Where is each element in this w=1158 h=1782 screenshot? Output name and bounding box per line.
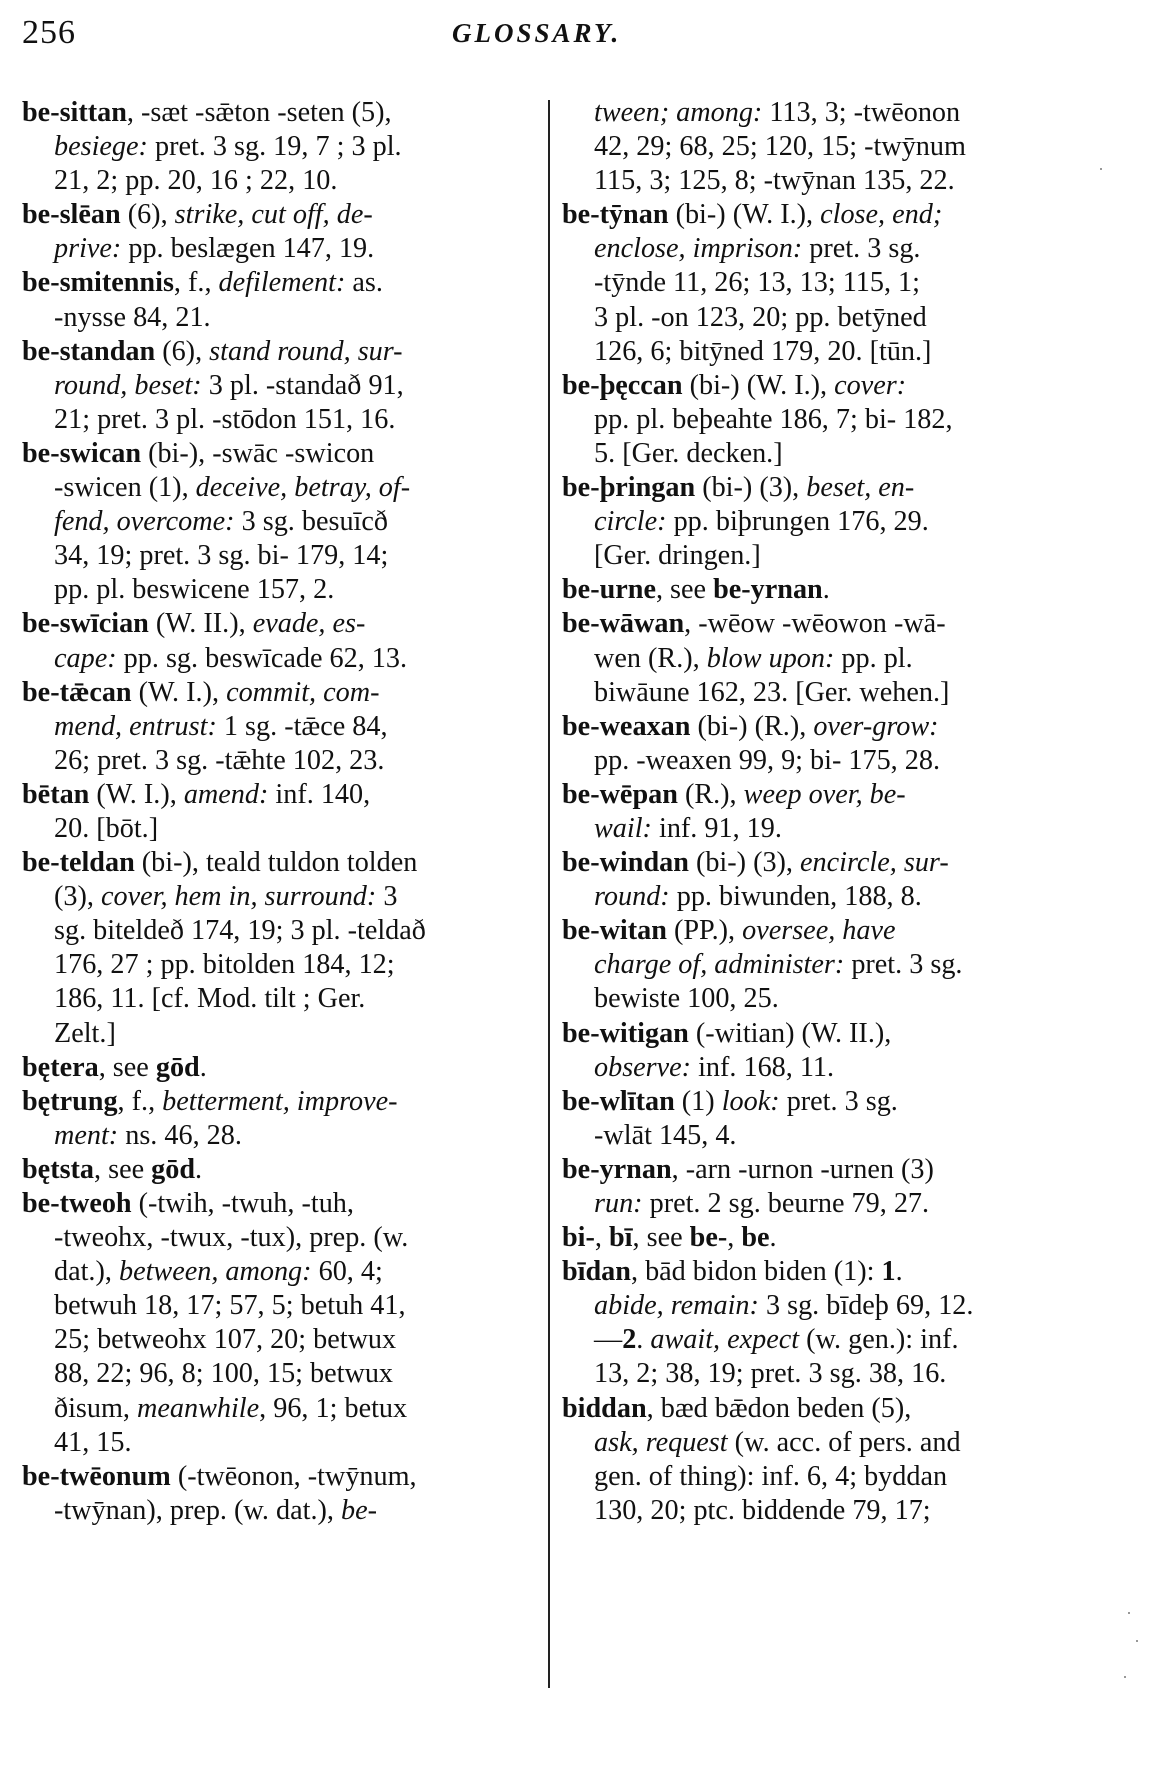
paper-speck (1100, 168, 1102, 170)
headword: be-yrnan (713, 574, 823, 606)
definition-text: oversee, have (742, 915, 896, 947)
headword: be- (689, 1222, 728, 1254)
entry-text: 20. [bōt.] (54, 812, 159, 844)
entry-text: pret. 3 sg. (802, 233, 921, 265)
entry-text: , 96, 1; betux (259, 1392, 408, 1424)
headword: bętrung (22, 1085, 118, 1117)
entry-headline (562, 1221, 1082, 1255)
entry-continuation-line (22, 948, 542, 982)
entry-text: (PP.), (666, 915, 743, 947)
entry-text: (R.), (677, 778, 744, 810)
entry-text: , see (98, 1051, 156, 1083)
headword: be-standan (22, 335, 156, 367)
definition-text: tween; among: (594, 97, 763, 128)
headword: be-teldan (22, 847, 135, 879)
headword: gōd (155, 1051, 200, 1083)
entry-continuation-line (562, 335, 1082, 369)
headword: be-twēonum (22, 1460, 171, 1492)
entry-continuation-line (22, 1494, 542, 1528)
headword: be-smitennis (22, 267, 174, 299)
entry-text: , bæd bǣdon beden (5), (646, 1392, 912, 1424)
definition-text: beset, en- (806, 472, 915, 504)
entry-continuation-line (22, 232, 542, 266)
entry-headline (562, 607, 1082, 641)
definition-text: round: (594, 881, 670, 913)
entry-continuation-line (22, 164, 542, 198)
definition-text: mend, entrust: (54, 710, 217, 742)
entry-continuation-line (22, 573, 542, 607)
entry-text: 126, 6; bitȳned 179, 20. [tūn.] (594, 335, 932, 367)
definition-text: ask, request (594, 1426, 728, 1458)
headword: bīdan (562, 1256, 631, 1288)
entry-headline (562, 846, 1082, 880)
entry-headline (562, 1255, 1082, 1289)
entry-continuation-line (22, 369, 542, 403)
entry-continuation-line (22, 812, 542, 846)
entry-continuation-line (562, 301, 1082, 335)
definition-text: defilement: (218, 267, 346, 299)
entry-text: pp. pl. beswicene 157, 2. (54, 574, 335, 606)
definition-text: meanwhile (137, 1392, 260, 1424)
definition-text: between, among: (118, 1256, 312, 1288)
entry-headline (562, 573, 1082, 607)
entry-text: . (636, 1324, 651, 1356)
entry-text: . (895, 1256, 903, 1288)
entry-continuation-line (22, 710, 542, 744)
entry-text: (W. I.), (131, 676, 227, 708)
entry-continuation-line (22, 1426, 542, 1460)
headword: be-tǣcan (22, 676, 132, 708)
definition-text: look: (721, 1085, 780, 1117)
entry-continuation-line (562, 266, 1082, 300)
headword: be-tȳnan (562, 199, 669, 231)
entry-text: (-twih, -twuh, -tuh, (131, 1188, 354, 1219)
entry-headline (22, 607, 542, 641)
entry-text: , -wēow -wēowon -wā- (684, 608, 946, 640)
entry-text: (bi-) (R.), (690, 710, 814, 742)
entry-text: pret. 3 sg. (779, 1085, 898, 1117)
entry-text: pp. -weaxen 99, 9; bi- 175, 28. (594, 744, 941, 776)
entry-continuation-line (562, 1426, 1082, 1460)
entry-text: . (769, 1222, 777, 1254)
entry-continuation-line (22, 1323, 542, 1357)
entry-text: (6), (155, 335, 210, 367)
headword: be-windan (562, 847, 689, 879)
entry-text: , see (94, 1153, 152, 1185)
definition-text: charge of, administer: (594, 949, 845, 981)
definition-text: encircle, sur- (800, 847, 949, 879)
entry-text: ðisum, (54, 1392, 138, 1424)
entry-continuation-line (562, 1357, 1082, 1391)
entry-continuation-line (562, 164, 1082, 198)
entry-text: inf. 91, 19. (651, 812, 782, 844)
entry-text: wen (R.), (594, 642, 707, 674)
headword: 2 (622, 1324, 637, 1356)
headword: bētan (22, 778, 90, 810)
definition-text: circle: (594, 506, 667, 538)
definition-text: close, end; (820, 199, 943, 231)
headword: 1 (881, 1256, 896, 1288)
definition-text: besiege: (54, 131, 148, 163)
entry-continuation-line (22, 1119, 542, 1153)
entry-text: pret. 2 sg. beurne 79, 27. (642, 1188, 930, 1219)
entry-text: , f., (173, 267, 219, 299)
entry-text: 41, 15. (54, 1426, 132, 1458)
definition-text: cover, hem in, surround: (100, 881, 377, 913)
definition-text: abide, remain: (594, 1290, 759, 1322)
entry-continuation-line (22, 1357, 542, 1391)
entry-text: (bi-) (3), (688, 847, 801, 879)
entry-text: (bi-) (W. I.), (668, 199, 821, 231)
column-divider (548, 100, 550, 1688)
entry-headline (22, 437, 542, 471)
entry-text: 176, 27 ; pp. bitolden 184, 12; (54, 949, 395, 981)
entry-text: , (594, 1222, 609, 1254)
entry-text: (-witian) (W. II.), (688, 1017, 892, 1049)
entry-headline (22, 1460, 542, 1494)
entry-text: pp. pl. beþeahte 186, 7; bi- 182, (594, 403, 953, 435)
entry-headline (22, 846, 542, 880)
entry-text: , bād bidon biden (1): (630, 1256, 882, 1288)
entry-headline (22, 1051, 542, 1085)
entry-continuation-line (22, 880, 542, 914)
entry-text: (w. acc. of pers. and (727, 1426, 961, 1458)
entry-text: 3 sg. besuīcð (234, 506, 388, 538)
entry-text: pret. 3 sg. 19, 7 ; 3 pl. (147, 131, 402, 163)
entry-text: 115, 3; 125, 8; -twȳnan 135, 22. (594, 165, 955, 197)
definition-text: wail: (594, 812, 652, 844)
definition-text: be- (341, 1494, 377, 1526)
definition-text: observe: (594, 1051, 692, 1083)
entry-text: as. (345, 267, 383, 299)
entry-headline (562, 778, 1082, 812)
entry-headline (22, 676, 542, 710)
entry-continuation-line (562, 880, 1082, 914)
entry-continuation-line (22, 1392, 542, 1426)
definition-text: await, expect (650, 1324, 800, 1356)
entry-text: 26; pret. 3 sg. -tǣhte 102, 23. (54, 744, 385, 776)
definition-text: deceive, betray, of- (195, 472, 411, 504)
entry-text: 88, 22; 96, 8; 100, 15; betwux (54, 1358, 394, 1390)
entry-continuation-line (562, 539, 1082, 573)
entry-continuation-line (562, 1119, 1082, 1153)
headword: be-wāwan (562, 608, 685, 640)
definition-text: commit, com- (226, 676, 380, 708)
entry-text: 3 pl. -on 123, 20; pp. betȳned (594, 301, 927, 333)
entry-continuation-line (22, 130, 542, 164)
entry-text: bewiste 100, 25. (594, 983, 779, 1015)
entry-continuation-line (562, 1051, 1082, 1085)
entry-continuation-line (562, 1289, 1082, 1323)
entry-text: 113, 3; -twēonon (762, 97, 961, 128)
entry-continuation-line (562, 505, 1082, 539)
entry-text: inf. 168, 11. (691, 1051, 835, 1083)
entry-text: -twȳnan), prep. (w. dat.), (54, 1494, 341, 1526)
entry-text: ns. 46, 28. (118, 1119, 242, 1151)
entry-continuation-line (22, 982, 542, 1016)
entry-text: (6), (120, 199, 175, 231)
entry-text: 13, 2; 38, 19; pret. 3 sg. 38, 16. (594, 1358, 947, 1390)
entry-text: inf. 140, (268, 778, 371, 810)
paper-speck (1124, 1676, 1126, 1678)
page-number: 256 (22, 14, 76, 51)
entry-text: 130, 20; ptc. biddende 79, 17; (594, 1494, 931, 1526)
entry-text: pp. biwunden, 188, 8. (669, 881, 922, 913)
entry-text: . (199, 1051, 207, 1083)
headword: gōd (151, 1153, 196, 1185)
entry-continuation-line (22, 1255, 542, 1289)
entry-continuation-line (22, 1017, 542, 1051)
definition-text: cape: (54, 642, 117, 674)
definition-text: betterment, improve- (162, 1085, 398, 1117)
entry-continuation-line (562, 1323, 1082, 1357)
entry-text: (bi-), teald tuldon tolden (134, 847, 418, 879)
entry-continuation-line (562, 232, 1082, 266)
definition-text: stand round, sur- (209, 335, 403, 367)
entry-continuation-line (562, 437, 1082, 471)
headword: be-swīcian (22, 608, 149, 640)
headword: be-þringan (562, 472, 696, 504)
entry-text: 5. [Ger. decken.] (594, 437, 783, 469)
entry-text: 186, 11. [cf. Mod. tilt ; Ger. (54, 983, 366, 1015)
entry-text: -swicen (1), (54, 472, 196, 504)
definition-text: strike, cut off, de- (174, 199, 373, 231)
entry-text: -tweohx, -twux, -tux), prep. (w. (54, 1222, 409, 1254)
entry-text: 21; pret. 3 pl. -stōdon 151, 16. (54, 403, 396, 435)
entry-text: (W. I.), (89, 778, 184, 810)
entry-text: , f., (117, 1085, 163, 1117)
headword: be-sittan (22, 97, 127, 128)
entry-headline (562, 1392, 1082, 1426)
headword: be-witan (562, 915, 667, 947)
definition-text: round, beset: (54, 369, 202, 401)
entry-continuation-line (562, 1460, 1082, 1494)
entry-continuation-line (22, 914, 542, 948)
entry-text: 60, 4; (311, 1256, 383, 1288)
entry-text: — (594, 1324, 623, 1356)
entry-text: (bi-) (W. I.), (682, 369, 835, 401)
entry-text: (1) (674, 1085, 722, 1117)
entry-headline (22, 335, 542, 369)
entry-text: , -sæt -sǣton -seten (5), (126, 97, 392, 128)
right-column (562, 96, 1082, 1528)
entry-headline (22, 1153, 542, 1187)
headword: be-swican (22, 437, 142, 469)
entry-text: (-twēonon, -twȳnum, (170, 1460, 417, 1492)
entry-text: gen. of thing): inf. 6, 4; byddan (594, 1460, 948, 1492)
headword: be-wēpan (562, 778, 678, 810)
entry-continuation-line (562, 642, 1082, 676)
paper-speck (1128, 1612, 1130, 1614)
entry-headline (22, 1085, 542, 1119)
entry-headline (22, 778, 542, 812)
entry-continuation-line (562, 403, 1082, 437)
entry-text: -tȳnde 11, 26; 13, 13; 115, 1; (594, 267, 920, 299)
entry-text: . (822, 574, 830, 606)
headword: be-urne (562, 574, 656, 606)
definition-text: over-grow: (813, 710, 939, 742)
entry-text: -nysse 84, 21. (54, 301, 211, 333)
entry-headline (22, 198, 542, 232)
entry-continuation-line (22, 301, 542, 335)
entry-text: pp. sg. beswīcade 62, 13. (116, 642, 408, 674)
headword: bi- (562, 1222, 595, 1254)
entry-continuation-line (562, 812, 1082, 846)
entry-text: , (727, 1222, 742, 1254)
entry-headline (562, 369, 1082, 403)
entry-headline (562, 198, 1082, 232)
entry-text: sg. biteldeð 174, 19; 3 pl. -teldað (54, 915, 426, 947)
headword: be-yrnan (562, 1153, 672, 1185)
definition-text: prive: (54, 233, 122, 265)
entry-continuation-line (562, 982, 1082, 1016)
entry-headline (562, 1017, 1082, 1051)
entry-text: , see (655, 574, 714, 606)
definition-text: evade, es- (252, 608, 366, 640)
entry-text: -wlāt 145, 4. (594, 1119, 737, 1151)
running-title: GLOSSARY. (452, 18, 622, 48)
entry-text: . (195, 1153, 203, 1185)
entry-headline (22, 266, 542, 300)
entry-text: 42, 29; 68, 25; 120, 15; -twȳnum (594, 131, 966, 163)
definition-text: run: (594, 1188, 643, 1219)
entry-text: , -arn -urnon -urnen (3) (671, 1153, 934, 1185)
definition-text: weep over, be- (743, 778, 906, 810)
entry-headline (562, 914, 1082, 948)
definition-text: fend, overcome: (54, 506, 235, 538)
entry-continuation-line (22, 471, 542, 505)
definition-text: enclose, imprison: (594, 233, 803, 265)
entry-text: 3 pl. -standað 91, (201, 369, 404, 401)
headword: bī (609, 1222, 633, 1254)
entry-text: (w. gen.): inf. (799, 1324, 959, 1356)
entry-continuation-line (562, 1187, 1082, 1221)
entry-continuation-line (22, 642, 542, 676)
entry-text: dat.), (54, 1256, 119, 1288)
entry-text: 3 sg. bīdeþ 69, 12. (758, 1290, 974, 1322)
entry-continuation-line (562, 130, 1082, 164)
entry-text: (3), (54, 881, 101, 913)
definition-text: cover: (834, 369, 907, 401)
headword: be-tweoh (22, 1188, 132, 1219)
headword: be-weaxan (562, 710, 691, 742)
entry-continuation-line (562, 676, 1082, 710)
headword: bętsta (22, 1153, 95, 1185)
entry-continuation-line (562, 948, 1082, 982)
entry-headline (22, 1187, 542, 1221)
entry-continuation-line (22, 403, 542, 437)
entry-text: 21, 2; pp. 20, 16 ; 22, 10. (54, 165, 338, 197)
entry-continuation-line (22, 1289, 542, 1323)
entry-text: pp. pl. (834, 642, 913, 674)
entry-text: [Ger. dringen.] (594, 540, 761, 572)
entry-headline (562, 1085, 1082, 1119)
headword: be-slēan (22, 199, 121, 231)
entry-text: pp. biþrungen 176, 29. (666, 506, 929, 538)
entry-text: pret. 3 sg. (844, 949, 963, 981)
entry-continuation-line (562, 96, 1082, 130)
headword: biddan (562, 1392, 647, 1424)
entry-continuation-line (22, 539, 542, 573)
headword: be-wlītan (562, 1085, 675, 1117)
definition-text: blow upon: (706, 642, 835, 674)
definition-text: ment: (54, 1119, 119, 1151)
entry-continuation-line (22, 505, 542, 539)
entry-text: 25; betweohx 107, 20; betwux (54, 1324, 397, 1356)
entry-headline (562, 471, 1082, 505)
entry-continuation-line (562, 1494, 1082, 1528)
entry-headline (22, 96, 542, 130)
left-column (22, 96, 542, 1528)
entry-text: (W. II.), (148, 608, 253, 640)
entry-text: 34, 19; pret. 3 sg. bi- 179, 14; (54, 540, 389, 572)
entry-text: Zelt.] (54, 1017, 116, 1049)
headword: be-þęccan (562, 369, 683, 401)
paper-speck (1136, 1640, 1138, 1642)
definition-text: amend: (183, 778, 269, 810)
headword: be-witigan (562, 1017, 689, 1049)
entry-text: , see (632, 1222, 690, 1254)
entry-text: betwuh 18, 17; 57, 5; betuh 41, (54, 1290, 406, 1322)
entry-headline (562, 710, 1082, 744)
entry-text: (bi-), -swāc -swicon (141, 437, 375, 469)
entry-text: biwāune 162, 23. [Ger. wehen.] (594, 676, 950, 708)
entry-text: (bi-) (3), (695, 472, 807, 504)
headword: be (741, 1222, 770, 1254)
headword: bętera (22, 1051, 99, 1083)
entry-text: 3 (376, 881, 398, 913)
entry-headline (562, 1153, 1082, 1187)
entry-text: pp. beslægen 147, 19. (121, 233, 375, 265)
entry-continuation-line (22, 744, 542, 778)
entry-continuation-line (22, 1221, 542, 1255)
entry-text: 1 sg. -tǣce 84, (216, 710, 388, 742)
running-head (22, 14, 1042, 58)
entry-continuation-line (562, 744, 1082, 778)
